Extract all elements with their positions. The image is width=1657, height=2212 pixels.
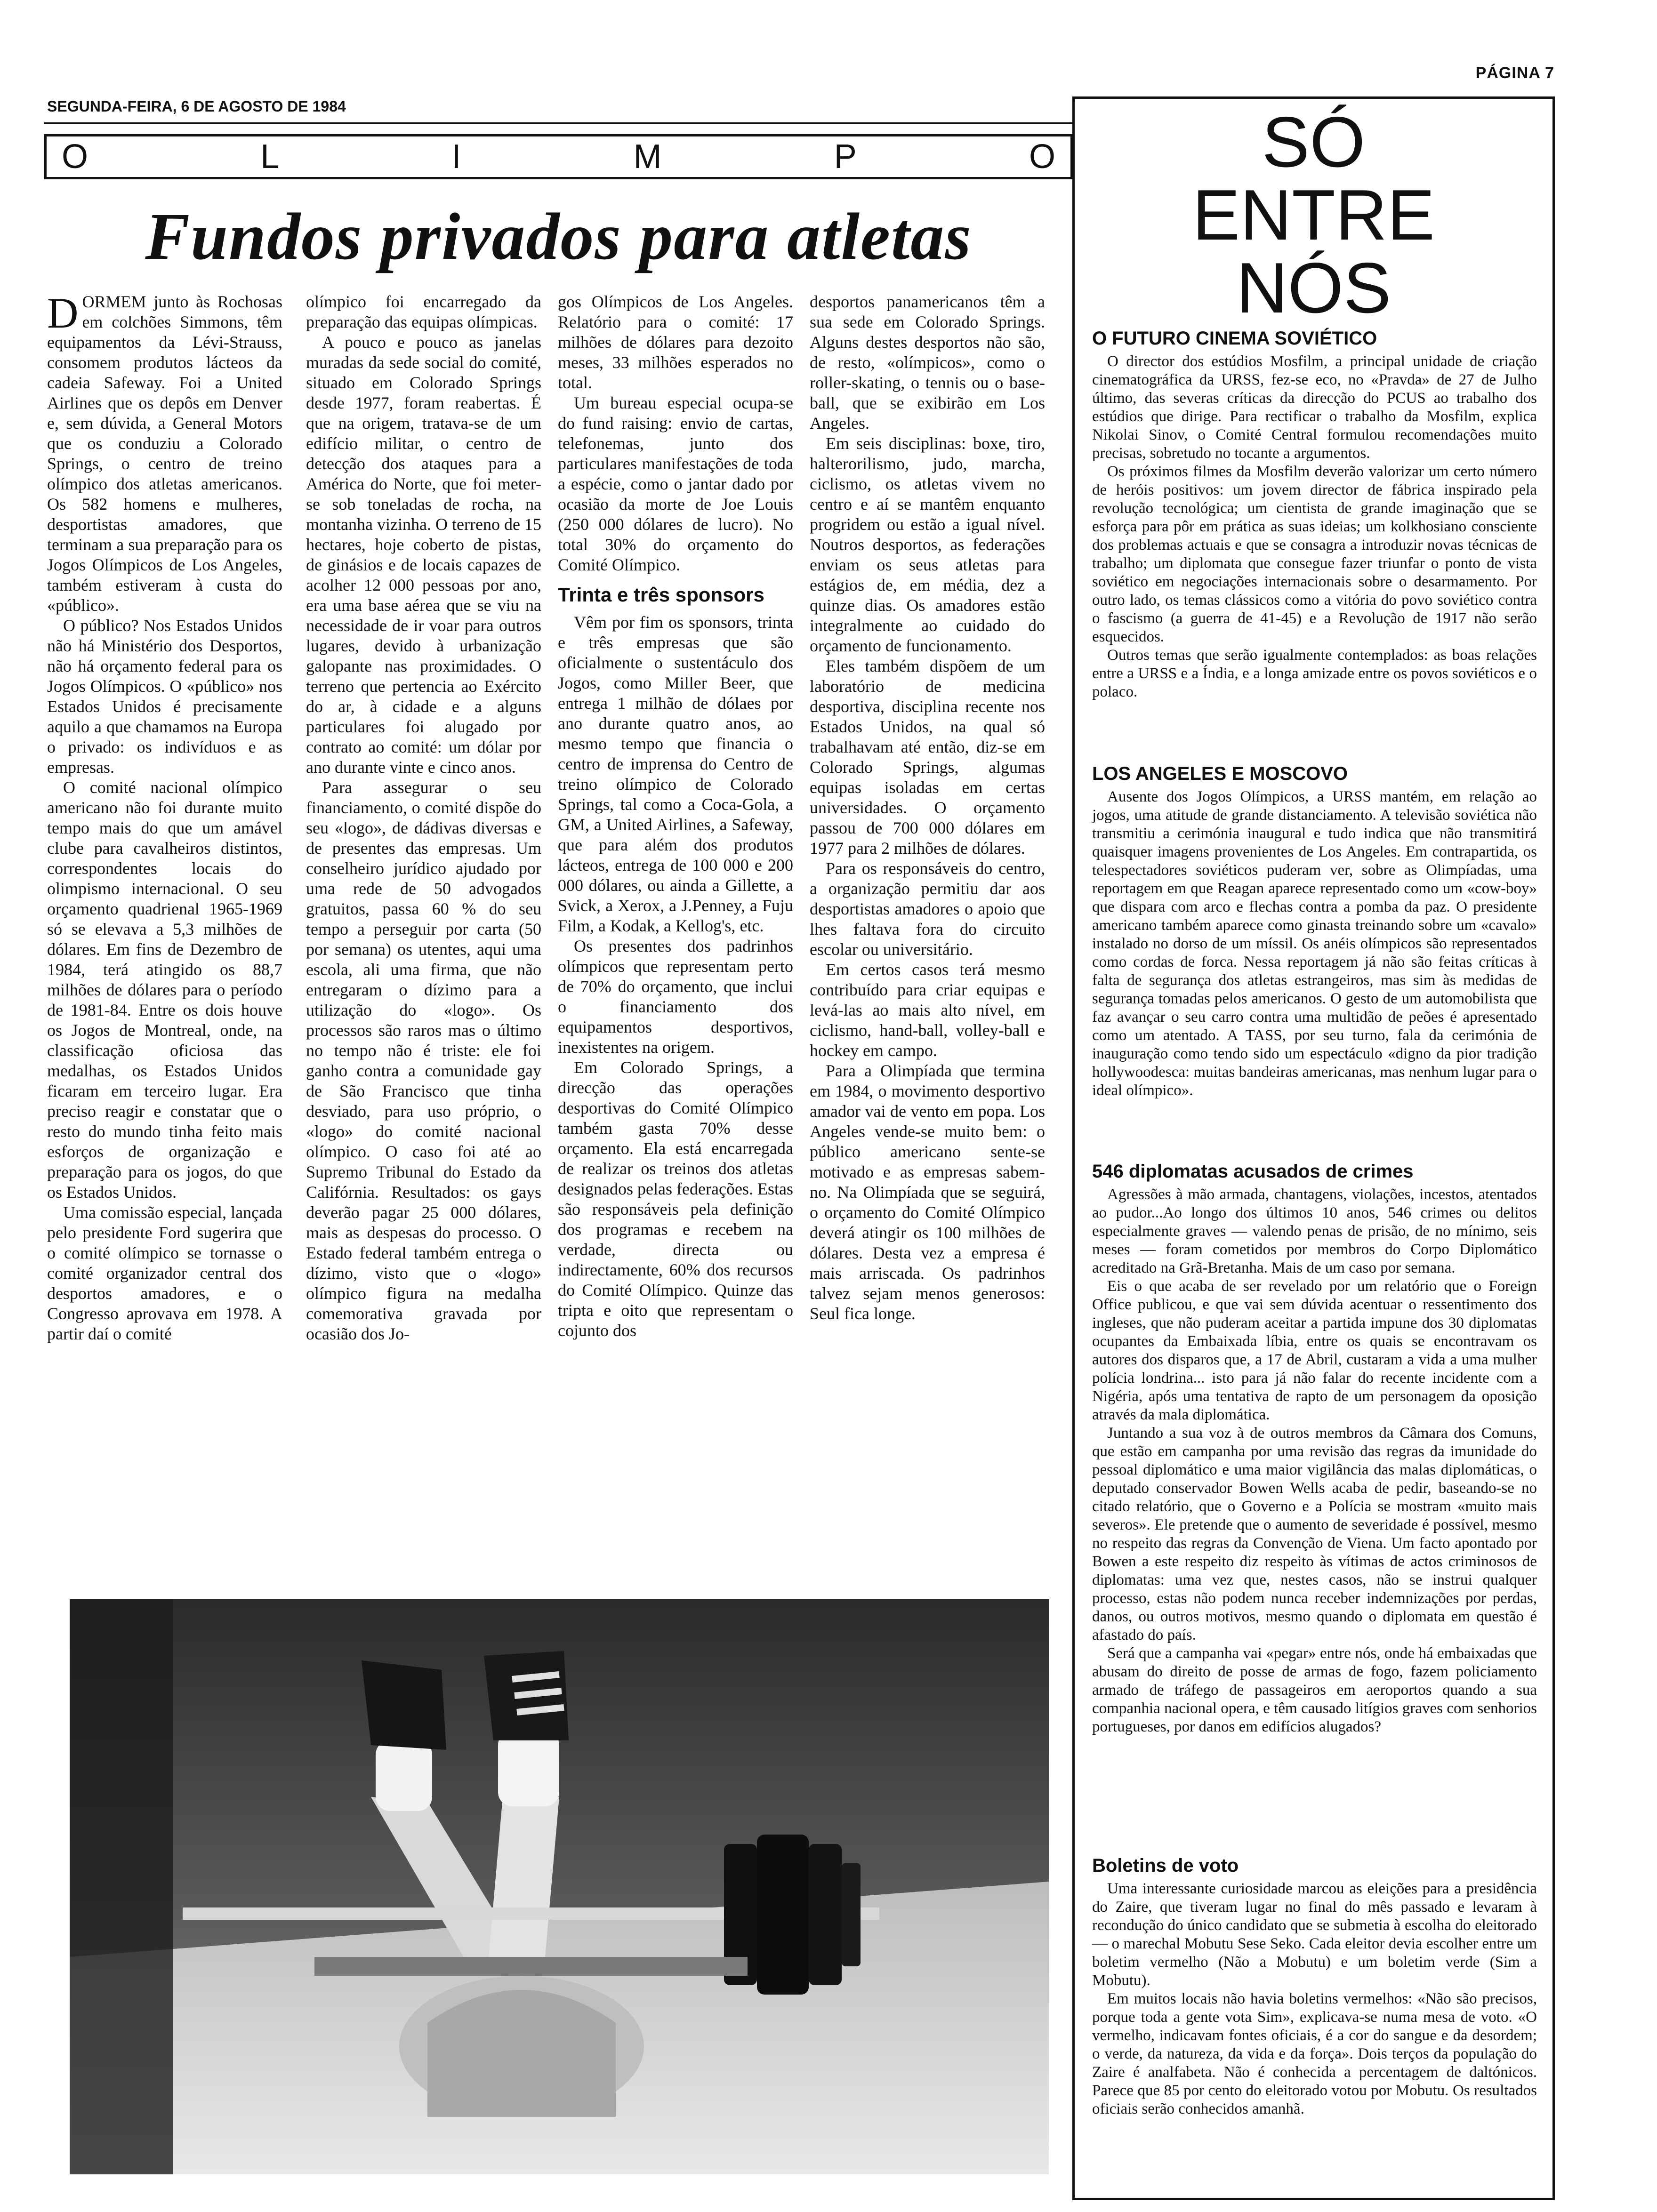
section-letter: O — [1029, 138, 1055, 176]
paragraph: Um bureau especial ocupa-se do fund raising: envio de cartas, telefonemas, junto dos particulares manifestações de toda a espécie, como o jantar dado por ocasião da morte de Joe Louis (250 000 dólares de lucro). No total 30% do orçamento do Comité Olímpico. — [558, 393, 793, 574]
top-rule — [44, 122, 1073, 124]
weightlifter-photo — [70, 1599, 1049, 2174]
article-column-3 — [558, 292, 793, 1577]
section-letter: L — [260, 138, 280, 176]
section-banner — [44, 134, 1073, 179]
paragraph: Agressões à mão armada, chantagens, violações, incestos, atentados ao pudor...Ao longo dos últimos 10 anos, 546 crimes ou delitos especialmente graves — valendo penas de prisão, de no mínimo, seis meses — foram cometidos por membros do Corpo Diplomático acreditado na Grã-Bretanha. Mais de um caso por semana. — [1092, 1186, 1537, 1276]
section-letter: I — [451, 138, 461, 176]
sidebar-section-cinema — [1092, 329, 1537, 701]
section-letter: M — [633, 138, 662, 176]
paragraph: Juntando a sua voz à de outros membros da Câmara dos Comuns, que estão em campanha por uma revisão das regras da imunidade do pessoal diplomático e uma maior vigilância das malas diplomáticas, o deputado conservador Bowen Wells acaba de pedir, baseando-se no citado relatório, que o Governo e a Polícia se mostram «muito mais severos». Ele pretende que o aumento de severidade é possível, mesmo no respeito das regras da Convenção de Viena. Um facto apontado por Bowen a este respeito diz respeito às vítimas de actos criminosos de diplomatas: uma vez que, nestes casos, não se instrui qualquer processo, estas não podem nunca receber indemnizações por perdas, danos, ou outros motivos, mesmo quando o diplomata em questão é afastado do país. — [1092, 1425, 1537, 1643]
sidebar-section-ballots — [1092, 1857, 1537, 2118]
paragraph: Outros temas que serão igualmente contemplados: as boas relações entre a URSS e a Índia, e a longa amizade entre os povos soviéticos e o polaco. — [1092, 647, 1537, 700]
paragraph: Vêm por fim os sponsors, trinta e três empresas que são oficialmente o sustentáculo dos Jogos, como Miller Beer, que entrega 1 milhão de dólaes por ano durante quatro anos, ao mesmo tempo que financia o centro de imprensa do Centro de treino olímpico de Colorado Springs, tal como a Coca-Gola, a GM, a United Airlines, a Safeway, que para além dos produtos lácteos, entrega de 100 000 e 200 000 dólares, ou ainda a Gillette, a Svick, a Xerox, a J.Penney, a Fuju Film, a Kodak, a Kellog's, etc. — [558, 613, 793, 935]
article-column-2 — [306, 292, 541, 1577]
sidebar-title-line: SÓ — [1262, 102, 1366, 182]
paragraph: O comité nacional olímpico americano não foi durante muito tempo mais do que um amável clube para cavalheiros distintos, correspondentes locais do olimpismo internacional. O seu orçamento quadrienal 1965-1969 só se elevava a 5,3 milhões de dólares. Em fins de Dezembro de 1984, terá atingido os 88,7 milhões de dólares para o período de 1981-84. Entre os dois houve os Jogos de Montreal, onde, na classificação oficiosa das medalhas, os Estados Unidos ficaram em terceiro lugar. Era preciso reagir e constatar que o resto do mundo tinha feito mais esforços de organização e preparação para os jogos, do que os Estados Unidos. — [47, 778, 282, 1202]
section-letter: O — [62, 138, 88, 176]
paragraph: Os próximos filmes da Mosfilm deverão valorizar um certo número de heróis positivos: um jovem director de fábrica inspirado pela revolução tecnológica; um cientista de grande imaginação que se esforça para pôr em prática as suas ideias; um kolkhosiano consciente dos problemas actuais e que se consagra a introduzir novas técnicas de trabalho; um diplomata que consegue fazer triunfar o ponto de vista soviético em negociações internacionais sobre o desarmamento. Por outro lado, os temas clássicos como a vitória do povo soviético contra o fascismo (a guerra de 41-45) e a Revolução de 1917 não serão esquecidos. — [1092, 463, 1537, 645]
paragraph: olímpico foi encarregado da preparação das equipas olímpicas. — [306, 292, 541, 331]
paragraph: Para a Olimpíada que termina em 1984, o movimento desportivo amador vai de vento em popa. Los Angeles vende-se muito bem: o público americano sente-se motivado e as empresas sabem-no. Na Olimpíada que se seguirá, o orçamento do Comité Olímpico deverá atingir os 100 milhões de dólares. Desta vez a empresa é mais arriscada. Os padrinhos talvez sejam menos generosos: Seul fica longe. — [810, 1061, 1045, 1323]
paragraph: A pouco e pouco as janelas muradas da sede social do comité, situado em Colorado Springs desde 1977, foram reabertas. É que na origem, tratava-se de um edifício militar, o centro de detecção dos ataques para a América do Norte, que foi meter-se sob toneladas de rocha, na montanha vizinha. O terreno de 15 hectares, hoje coberto de pistas, de ginásios e de locais capazes de acolher 12 000 pessoas por ano, era uma base aérea que se viu na necessidade de ir voar para outros lugares, devido à urbanização galopante nas proximidades. O terreno que pertencia ao Exército do ar, à cidade e a alguns particulares foi alugado por contrato ao comité: um dólar por ano durante vinte e cinco anos. — [306, 333, 541, 777]
sidebar-heading: 546 diplomatas acusados de crimes — [1092, 1161, 1414, 1182]
sidebar-heading: O FUTURO CINEMA SOVIÉTICO — [1092, 328, 1377, 349]
sidebar-heading: LOS ANGELES E MOSCOVO — [1092, 763, 1348, 784]
paragraph: Eis o que acaba de ser revelado por um relatório que o Foreign Office publicou, e que vai sem dúvida acentuar o ressentimento dos ingleses, que não puderam aceitar a partida impune dos 30 diplomatas ocupantes da Embaixada líbia, entre os quais se encontravam os autores dos disparos que, a 17 de Abril, custaram a vida a uma mulher polícia londrina... isto para já não falar do recente incidente com a Nigéria, após uma tentativa de rapto de um personagem da oposição através da mala diplomática. — [1092, 1278, 1537, 1423]
paragraph: Para os responsáveis do centro, a organização permitiu dar aos desportistas amadores o apoio que lhes faltava fora do circuito escolar ou universitário. — [810, 859, 1045, 959]
article-column-4 — [810, 292, 1045, 1577]
article-headline: Fundos privados para atletas — [145, 199, 972, 273]
paragraph: gos Olímpicos de Los Angeles. Relatório para o comité: 17 milhões de dólares para dezoito meses, 33 milhões esperados no total. — [558, 292, 793, 392]
sidebar-section-los-angeles — [1092, 765, 1537, 1100]
page-number: PÁGINA 7 — [1475, 64, 1554, 82]
drop-cap: D — [47, 292, 79, 337]
paragraph: O director dos estúdios Mosfilm, a principal unidade de criação cinematográfica da URSS, fez-se eco, no «Pravda» de 27 de Julho último, das severas críticas da direcção do PCUS ao trabalho dos estúdios que dirige. Para rectificar o trabalho da Mosfilm, explica Nikolai Sinov, o Comité Central formulou recomendações muito precisas, sobretudo no tocante a argumentos. — [1092, 353, 1537, 462]
paragraph: Será que a campanha vai «pegar» entre nós, onde há embaixadas que abusam do direito de posse de armas de fogo, fazem policiamento armado de tráfego de passageiros em aeroportos quando a sua companhia nacional opera, e têm causado litígios graves com senhorios portugueses, por danos em edifícios alugados? — [1092, 1645, 1537, 1735]
sidebar-title-line: NÓS — [1236, 248, 1392, 328]
paragraph: Uma interessante curiosidade marcou as eleições para a presidência do Zaire, que tiveram lugar no final do mês passado e levaram à recondução do único candidato que se submetia à escolha do eleitorado — o marechal Mobutu Sese Seko. Cada eleitor devia escolher entre um boletim vermelho (Não a Mobutu) e um boletim verde (Sim a Mobutu). — [1092, 1880, 1537, 1989]
paragraph: Em certos casos terá mesmo contribuído para criar equipas e levá-las ao mais alto nível, em ciclismo, hand-ball, volley-ball e hockey em campo. — [810, 960, 1045, 1060]
sidebar-title — [1072, 102, 1555, 328]
paragraph: Em Colorado Springs, a direcção das operações desportivas do Comité Olímpico também gasta 70% desse orçamento. Ela está encarregada de realizar os treinos dos atletas designados pelas federações. Estas são responsáveis pela definição dos programas e recebem na verdade, directa ou indirectamente, 60% dos recursos do Comité Olímpico. Quinze das tripta e oito que representam o cojunto dos — [558, 1058, 793, 1340]
paragraph: Em seis disciplinas: boxe, tiro, halterorilismo, judo, marcha, ciclismo, os atletas vivem no centro e aí se mantêm enquanto progridem ou estão a igual nível. Noutros desportos, as federações enviam os seus atletas para estágios de, em média, dez a quinze dias. Os amadores estão integralmente ao cuidado do orçamento de funcionamento. — [810, 434, 1045, 655]
paragraph: Em muitos locais não havia boletins vermelhos: «Não são precisos, porque toda a gente vota Sim», explicava-se numa mesa de voto. «O vermelho, indicavam fontes oficiais, é a cor do sangue e da desordem; o verde, da natureza, da vida e da força». Dois terços da população do Zaire é analfabeta. Não é conhecida a percentagem de daltónicos. Parece que 85 por cento do eleitorado votou por Mobutu. Os resultados oficiais serão conhecidos amanhã. — [1092, 1990, 1537, 2117]
dateline: SEGUNDA-FEIRA, 6 DE AGOSTO DE 1984 — [47, 98, 346, 115]
sidebar-title-line: ENTRE — [1192, 175, 1435, 255]
section-letter: P — [834, 138, 857, 176]
paragraph: Uma comissão especial, lançada pelo presidente Ford sugerira que o comité olímpico se tornasse o comité organizador central dos desportos amadores, e o Congresso aprovava em 1978. A partir daí o comité — [47, 1203, 282, 1343]
page-edge — [0, 0, 7, 2212]
article-column-1 — [47, 292, 282, 1577]
paragraph: ORMEM junto às Rochosas em colchões Simmons, têm equipamentos da Lévi-Strauss, consomem produtos lácteos da cadeia Safeway. Foi a United Airlines que os depôs em Denver e, sem dúvida, a General Motors que os conduziu a Colorado Springs, o centro de treino olímpico dos atletas americanos. Os 582 homens e mulheres, desportistas amadores, que terminam a sua preparação para os Jogos Olímpicos de Los Angeles, também estiveram à custa do «público». — [47, 292, 282, 615]
paragraph: desportos panamericanos têm a sua sede em Colorado Springs. Alguns destes desportos não são, de resto, «olímpicos», como o roller-skating, o tennis ou o base-ball, que se exibirão em Los Angeles. — [810, 292, 1045, 433]
paragraph: Os presentes dos padrinhos olímpicos que representam perto de 70% do orçamento, que inclui o financiamento dos equipamentos desportivos, inexistentes na origem. — [558, 937, 793, 1057]
article-subhead: Trinta e três sponsors — [558, 584, 764, 606]
sidebar-heading: Boletins de voto — [1092, 1855, 1239, 1876]
sidebar-section-diplomats — [1092, 1162, 1537, 1736]
paragraph: O público? Nos Estados Unidos não há Ministério dos Desportos, não há orçamento federal para os Jogos Olímpicos. O «público» nos Estados Unidos é precisamente aquilo a que chamamos na Europa o privado: os indivíduos e as empresas. — [47, 616, 282, 777]
paragraph: Ausente dos Jogos Olímpicos, a URSS mantém, em relação ao jogos, uma atitude de grande distanciamento. A televisão soviética não transmitiu a cerimónia inaugural e tudo indica que não transmitirá quaisquer imagens provenientes de Los Angeles. Em contrapartida, os telespectadores soviéticos puderam ver, sobre as Olimpíadas, uma reportagem em que Reagan aparece representado como um «cow-boy» que dispara com arco e flechas contra a pomba da paz. O presidente americano também aparece como ginasta treinando sobre um «cavalo» instalado no dorso de um míssil. Os anéis olímpicos são representados como cordas de forca. Nessa reportagem já não são feitas críticas à falta de segurança dos atletas estrangeiros, mas sim às medidas de segurança tomadas pelos americanos. O gesto de um automobilista que faz avançar o seu carro contra uma multidão de peões é apresentado como um atentado. A TASS, por seu turno, fala da cerimónia de inauguração como tendo sido um espectáculo «digno da pior tradição hollywoodesca: muitas bandeiras americanas, mas nenhum lugar para o ideal olímpico». — [1092, 788, 1537, 1099]
paragraph: Para assegurar o seu financiamento, o comité dispõe do seu «logo», de dádivas diversas e de presentes das empresas. Um conselheiro jurídico ajudado por uma rede de 50 advogados gratuitos, passa 60 % do seu tempo a perseguir por carta (50 por semana) os utentes, aqui uma escola, ali uma firma, que não entregaram o dízimo para a utilização do «logo». Os processos são raros mas o último no tempo não é triste: ele foi ganho contra a comunidade gay de São Francisco que tinha desviado, para uso próprio, o «logo» do comité nacional olímpico. O caso foi até ao Supremo Tribunal do Estado da Califórnia. Resultados: os gays deverão pagar 25 000 dólares, mais as despesas do processo. O Estado federal também entrega o dízimo, visto que o «logo» olímpico figura na medalha comemorativa gravada por ocasião dos Jo- — [306, 778, 541, 1343]
paragraph: Eles também dispõem de um laboratório de medicina desportiva, disciplina recente nos Estados Unidos, na qual só trabalhavam até então, diz-se em Colorado Springs, algumas equipas isoladas em certas universidades. O orçamento passou de 700 000 dólares em 1977 para 2 milhões de dólares. — [810, 657, 1045, 858]
